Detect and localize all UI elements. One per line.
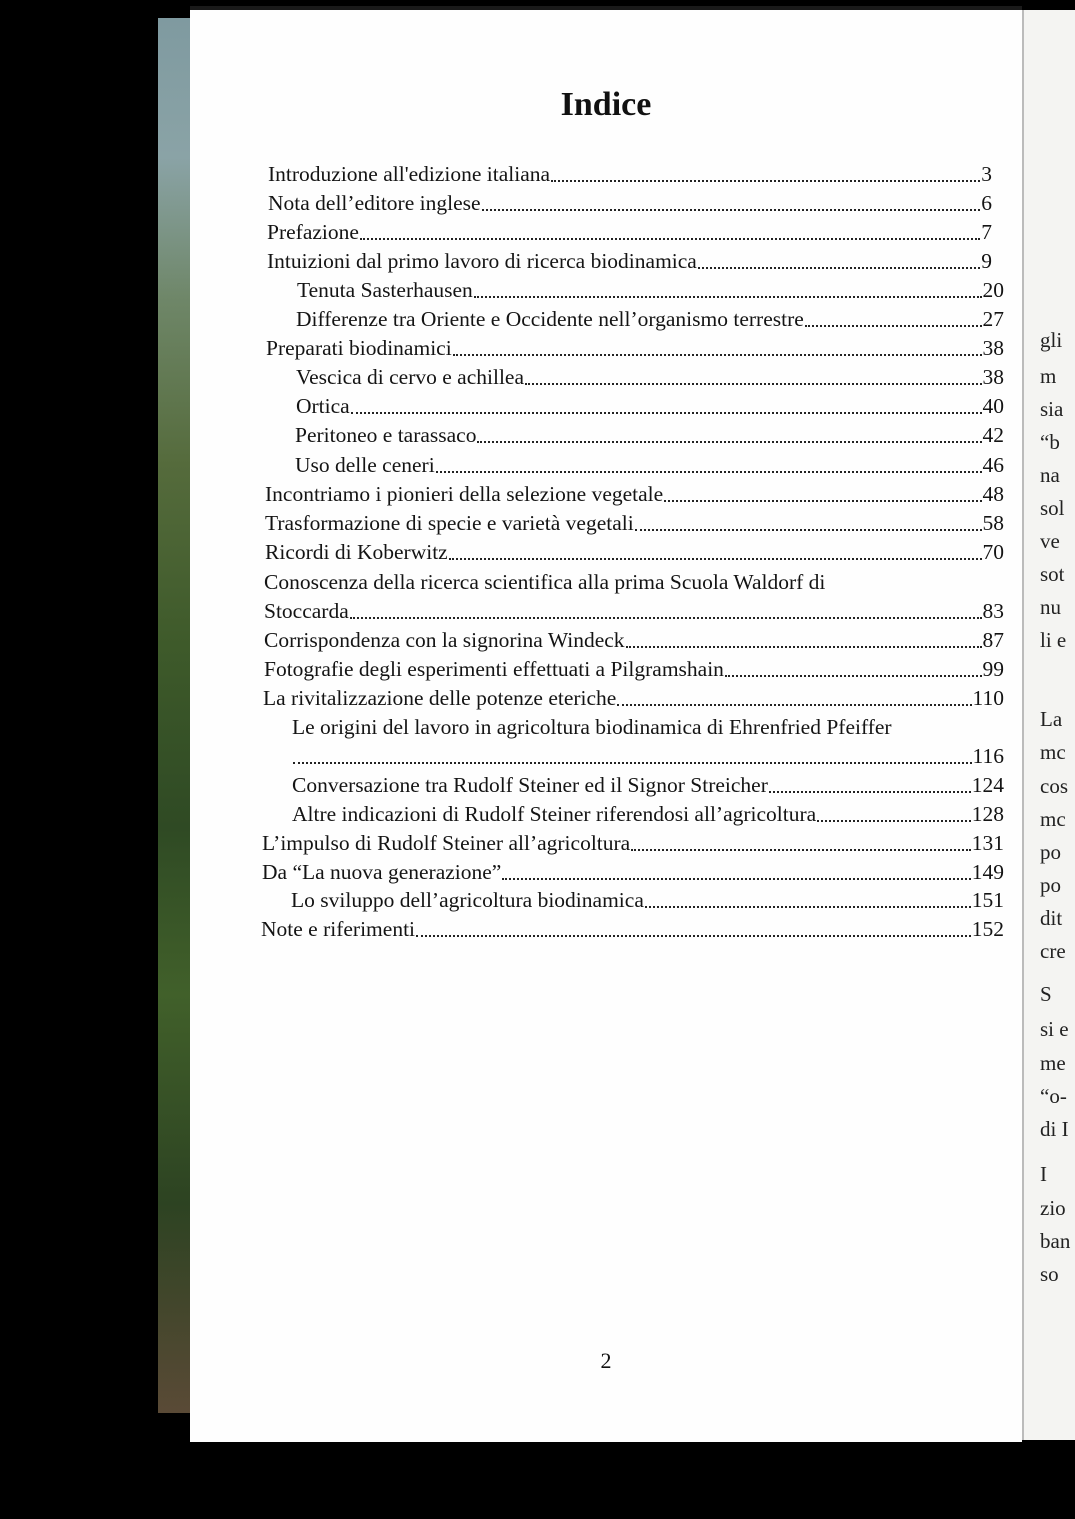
toc-entry-label: Intuizioni dal primo lavoro di ricerca biodinamica <box>267 249 697 273</box>
toc-leader-dots <box>482 209 981 211</box>
toc-entry <box>264 626 1004 654</box>
toc-entry <box>265 509 1004 537</box>
toc-entry-label: Corrispondenza con la signorina Windeck <box>264 628 625 652</box>
facing-page-text: mc <box>1040 807 1066 831</box>
toc-leader-dots <box>351 412 982 414</box>
toc-entry <box>295 421 1004 449</box>
toc-entry-page: 70 <box>982 540 1004 564</box>
toc-entry <box>291 886 1004 914</box>
facing-page-text: dit <box>1040 906 1063 930</box>
toc-leader-dots <box>698 267 980 269</box>
toc-entry <box>292 742 1004 770</box>
facing-page-edge <box>1022 10 1075 1440</box>
toc-entry <box>292 771 1004 799</box>
toc-leader-dots <box>631 849 971 851</box>
toc-entry-label: Prefazione <box>267 220 359 244</box>
toc-leader-dots <box>645 906 971 908</box>
toc-entry-label: Tenuta Sasterhausen <box>297 278 473 302</box>
toc-entry-label: Differenze tra Oriente e Occidente nell’organismo terrestre <box>296 307 804 331</box>
facing-page-text: “o- <box>1040 1084 1067 1108</box>
toc-entry-label-line1: Conoscenza della ricerca scientifica alla prima Scuola Waldorf di <box>264 570 826 594</box>
facing-page-text: m <box>1040 364 1057 388</box>
toc-entry-label: Da “La nuova generazione” <box>262 860 502 884</box>
toc-entry <box>296 305 1004 333</box>
toc-entry-page: 83 <box>982 599 1004 623</box>
facing-page-text: La <box>1040 707 1063 731</box>
toc-leader-dots <box>449 558 982 560</box>
toc-leader-dots <box>769 791 971 793</box>
facing-page-text: so <box>1040 1262 1059 1286</box>
facing-page-text: sol <box>1040 496 1065 520</box>
toc-leader-dots <box>617 704 971 706</box>
toc-entry <box>264 597 1004 625</box>
toc-entry-page: 87 <box>982 628 1004 652</box>
toc-entry-label: Incontriamo i pionieri della selezione vegetale <box>265 482 664 506</box>
toc-entry <box>266 334 1004 362</box>
toc-entry-page: 27 <box>982 307 1004 331</box>
facing-page-text: na <box>1040 463 1060 487</box>
toc-entry-page: 6 <box>981 191 992 215</box>
toc-entry-page: 152 <box>971 917 1004 941</box>
facing-page-text: sia <box>1040 397 1064 421</box>
cover-photo-strip <box>158 18 194 1413</box>
toc-leader-dots <box>817 820 971 822</box>
book-page <box>190 6 1022 1442</box>
facing-page-text: po <box>1040 840 1061 864</box>
toc-entry-page: 42 <box>982 423 1004 447</box>
toc-entry-label: Note e riferimenti <box>261 917 416 941</box>
toc-leader-dots <box>664 500 981 502</box>
facing-page-text: li e <box>1040 628 1067 652</box>
toc-entry-label: Fotografie degli esperimenti effettuati a Pilgramshain <box>264 657 724 681</box>
toc-leader-dots <box>474 296 982 298</box>
toc-leader-dots <box>477 441 981 443</box>
toc-entry-page: 128 <box>971 802 1004 826</box>
facing-page-text: sot <box>1040 562 1065 586</box>
toc-leader-dots <box>416 935 971 937</box>
facing-page-text: di I <box>1040 1117 1069 1141</box>
facing-page-text: zio <box>1040 1196 1066 1220</box>
toc-entry-label: Trasformazione di specie e varietà vegetali <box>265 511 634 535</box>
page-number: 2 <box>600 1348 612 1373</box>
toc-entry-label: Peritoneo e tarassaco <box>295 423 477 447</box>
facing-page-text: si e <box>1040 1017 1069 1041</box>
toc-entry <box>264 655 1004 683</box>
toc-entry-label: Nota dell’editore inglese <box>268 191 481 215</box>
toc-entry-page: 46 <box>982 453 1004 477</box>
toc-entry-page: 38 <box>982 365 1004 389</box>
toc-entry-page: 7 <box>981 220 992 244</box>
page-title: Indice <box>560 86 652 123</box>
toc-leader-dots <box>551 180 980 182</box>
toc-entry-page: 38 <box>982 336 1004 360</box>
toc-entry-label: Altre indicazioni di Rudolf Steiner riferendosi all’agricoltura <box>292 802 817 826</box>
toc-entry-label: Vescica di cervo e achillea <box>296 365 525 389</box>
toc-entry-page: 131 <box>971 831 1004 855</box>
toc-leader-dots <box>350 617 982 619</box>
toc-entry-page: 149 <box>971 860 1004 884</box>
facing-page-text: mc <box>1040 740 1066 764</box>
toc-entry-page: 58 <box>982 511 1004 535</box>
toc-entry-label: Ortica <box>296 394 350 418</box>
toc-leader-dots <box>502 878 970 880</box>
toc-entry-label-line1: Le origini del lavoro in agricoltura biodinamica di Ehrenfried Pfeiffer <box>292 715 892 739</box>
toc-entry <box>268 189 992 217</box>
toc-entry <box>292 800 1004 828</box>
toc-entry-page: 3 <box>981 162 992 186</box>
facing-page-text: cos <box>1040 774 1068 798</box>
facing-page-text: “b <box>1040 430 1060 454</box>
toc-leader-dots <box>635 529 982 531</box>
toc-leader-dots <box>453 354 982 356</box>
facing-page-text: me <box>1040 1051 1066 1075</box>
toc-entry <box>262 829 1004 857</box>
toc-entry <box>297 276 1004 304</box>
toc-entry-page: 99 <box>982 657 1004 681</box>
toc-entry-label: Preparati biodinamici <box>266 336 452 360</box>
toc-entry-label: Uso delle ceneri <box>295 453 435 477</box>
toc-leader-dots <box>626 646 982 648</box>
toc-entry <box>267 218 992 246</box>
toc-entry-label: Introduzione all'edizione italiana <box>268 162 551 186</box>
toc-entry-page: 116 <box>972 744 1004 768</box>
facing-page-text: gli <box>1040 328 1063 352</box>
toc-entry-page: 124 <box>971 773 1004 797</box>
facing-page-text: po <box>1040 873 1061 897</box>
toc-entry-page: 40 <box>982 394 1004 418</box>
toc-entry-label: Ricordi di Koberwitz <box>265 540 448 564</box>
facing-page-text: nu <box>1040 595 1061 619</box>
toc-leader-dots <box>805 325 982 327</box>
toc-entry <box>261 915 1004 943</box>
facing-page-text: ve <box>1040 529 1060 553</box>
toc-leader-dots <box>436 471 982 473</box>
toc-leader-dots <box>525 383 981 385</box>
toc-entry <box>268 160 992 188</box>
toc-leader-dots <box>725 675 982 677</box>
facing-page-text: ban <box>1040 1229 1071 1253</box>
toc-entry <box>295 451 1004 479</box>
facing-page-text: S <box>1040 982 1052 1006</box>
toc-entry-page: 20 <box>982 278 1004 302</box>
facing-page-text: cre <box>1040 939 1066 963</box>
toc-entry <box>263 684 1004 712</box>
toc-leader-dots <box>360 238 980 240</box>
toc-entry-page: 110 <box>972 686 1004 710</box>
toc-entry-label: La rivitalizzazione delle potenze eteriche <box>263 686 617 710</box>
toc-entry-page: 9 <box>981 249 992 273</box>
toc-entry <box>265 480 1004 508</box>
toc-entry-page: 151 <box>971 888 1004 912</box>
toc-leader-dots <box>293 762 972 764</box>
toc-entry-label: L’impulso di Rudolf Steiner all’agricoltura <box>262 831 631 855</box>
toc-entry <box>296 392 1004 420</box>
toc-entry <box>267 247 992 275</box>
toc-entry <box>265 538 1004 566</box>
toc-entry-page: 48 <box>982 482 1004 506</box>
facing-page-text: I <box>1040 1162 1047 1186</box>
toc-entry-label: Stoccarda <box>264 599 349 623</box>
toc-entry-label: Conversazione tra Rudolf Steiner ed il Signor Streicher <box>292 773 768 797</box>
toc-entry <box>262 858 1004 886</box>
toc-entry <box>296 363 1004 391</box>
toc-entry-label: Lo sviluppo dell’agricoltura biodinamica <box>291 888 644 912</box>
